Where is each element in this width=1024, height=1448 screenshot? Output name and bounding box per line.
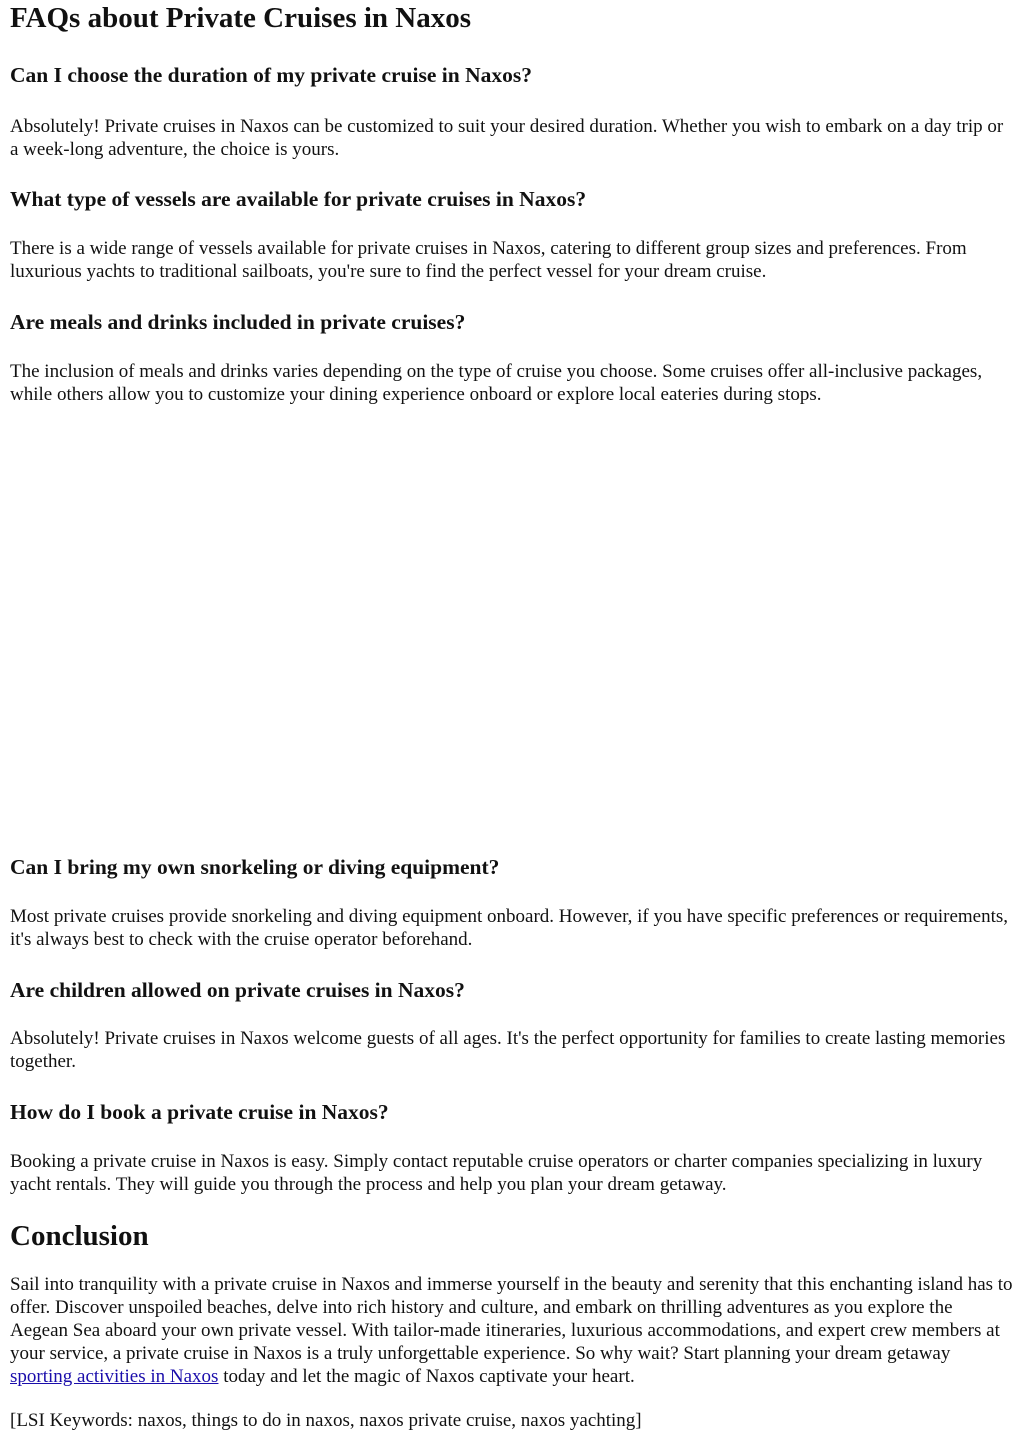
conclusion-text-before-link: Sail into tranquility with a private cruise in Naxos and immerse yourself in the beauty and serenity that this enchanting island has to offer. Discover unspoiled beaches, delve into rich history and culture, and embark on thrilling adventures as you explore the Aegean Sea aboard your own private vessel. With tailor-made itineraries, luxurious accommodations, and expert crew members at your service, a private cruise in Naxos is a truly unforgettable experience. So why wait? Start planning your dream getaway <box>10 1274 1013 1364</box>
faq-question-1: Can I choose the duration of my private cruise in Naxos? <box>10 63 532 87</box>
faq-answer-4: Most private cruises provide snorkeling and diving equipment onboard. However, if you have specific preferences or requirements, it's always best to check with the cruise operator beforehand. <box>10 906 1009 950</box>
faq-question-2: What type of vessels are available for private cruises in Naxos? <box>10 187 587 211</box>
faq-answer-1: Absolutely! Private cruises in Naxos can be customized to suit your desired duration. Whether you wish to embark on a day trip or a week-long adventure, the choice is yours. <box>10 116 1004 160</box>
faq-answer-6: Booking a private cruise in Naxos is easy. Simply contact reputable cruise operators or charter companies specializing in luxury yacht rentals. They will guide you through the process and help you plan your dream getaway. <box>10 1151 983 1195</box>
faq-question-6: How do I book a private cruise in Naxos? <box>10 1100 389 1124</box>
faq-question-3: Are meals and drinks included in private cruises? <box>10 310 466 334</box>
faq-question-4: Can I bring my own snorkeling or diving equipment? <box>10 855 500 879</box>
faq-question-5: Are children allowed on private cruises in Naxos? <box>10 978 465 1002</box>
faq-answer-3: The inclusion of meals and drinks varies depending on the type of cruise you choose. Some cruises offer all-inclusive packages, while others allow you to customize your dining experience onboard or explore local eateries during stops. <box>10 361 983 405</box>
blank-space <box>10 406 1014 854</box>
conclusion-text-after-link: today and let the magic of Naxos captivate your heart. <box>218 1366 635 1387</box>
conclusion-heading: Conclusion <box>10 1220 149 1252</box>
faq-answer-2: There is a wide range of vessels available for private cruises in Naxos, catering to different group sizes and preferences. From luxurious yachts to traditional sailboats, you're sure to find the perfect vessel for your dream cruise. <box>10 238 967 282</box>
sporting-activities-link[interactable]: sporting activities in Naxos <box>10 1366 219 1387</box>
faq-answer-5: Absolutely! Private cruises in Naxos welcome guests of all ages. It's the perfect opportunity for families to create lasting memories together. <box>10 1028 1006 1072</box>
conclusion-paragraph <box>10 1273 1014 1388</box>
lsi-keywords: [LSI Keywords: naxos, things to do in naxos, naxos private cruise, naxos yachting] <box>10 1410 642 1431</box>
page-title: FAQs about Private Cruises in Naxos <box>10 2 472 34</box>
